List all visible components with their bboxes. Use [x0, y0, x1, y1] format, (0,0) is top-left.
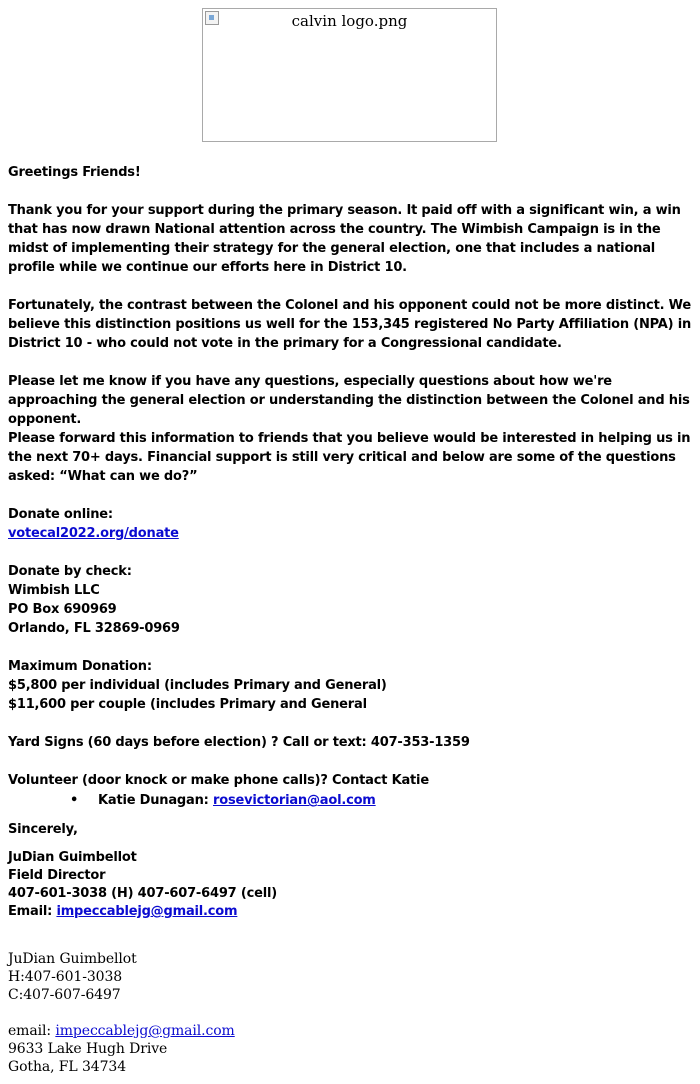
signature-phones: 407-601-3038 (H) 407-607-6497 (cell) — [8, 886, 277, 901]
volunteer-email-link[interactable]: rosevictorian@aol.com — [213, 793, 376, 808]
check-payee: Wimbish LLC — [8, 583, 100, 598]
signature-email-label: Email: — [8, 904, 57, 919]
logo-alt-text: calvin logo.png — [291, 12, 408, 30]
logo-image — [202, 8, 497, 142]
donate-online-heading: Donate online: — [8, 507, 113, 522]
footer-name: JuDian Guimbellot — [8, 951, 137, 967]
paragraph-forward: Please forward this information to friends that you believe would be interested in helping us in the next 70+ days. Financial support is still very critical and below are some of the questions asked: “What can we do?” — [8, 431, 691, 484]
footer-city: Gotha, FL 34734 — [8, 1059, 126, 1075]
donate-link[interactable]: votecal2022.org/donate — [8, 526, 179, 541]
volunteer-heading: Volunteer (door knock or make phone calls)? Contact Katie — [8, 773, 429, 788]
max-donation-section — [8, 657, 696, 714]
paragraph-contrast: Fortunately, the contrast between the Colonel and his opponent could not be more distinct. We believe this distinction positions us well for the 153,345 registered No Party Affiliation (NPA) in District 10 - who could not vote in the primary for a Congressional candidate. — [8, 298, 692, 351]
footer-cell-phone: C:407-607-6497 — [8, 987, 121, 1003]
footer-contact — [8, 950, 696, 1076]
volunteer-contact-label: Katie Dunagan: — [98, 793, 213, 808]
footer-home-phone: H:407-601-3038 — [8, 969, 123, 985]
max-donation-heading: Maximum Donation: — [8, 659, 152, 674]
check-city: Orlando, FL 32869-0969 — [8, 621, 180, 636]
signature-title: Field Director — [8, 868, 106, 883]
donate-check-heading: Donate by check: — [8, 564, 132, 579]
donate-check-section — [8, 562, 696, 638]
bullet-icon: • — [70, 793, 79, 808]
volunteer-contact-item — [70, 791, 376, 810]
paragraph-questions: Please let me know if you have any questions, especially questions about how we're approaching the general election or understanding the distinction between the Colonel and his opponent. — [8, 374, 690, 427]
footer-email-link[interactable]: impeccablejg@gmail.com — [55, 1023, 235, 1039]
closing: Sincerely, — [8, 822, 78, 837]
max-donation-couple: $11,600 per couple (includes Primary and General — [8, 697, 367, 712]
check-po-box: PO Box 690969 — [8, 602, 117, 617]
yard-signs-line: Yard Signs (60 days before election) ? Call or text: 407-353-1359 — [8, 735, 470, 750]
greeting: Greetings Friends! — [8, 165, 141, 180]
donate-online-section — [8, 505, 696, 543]
signature-name: JuDian Guimbellot — [8, 850, 137, 865]
signature-block — [8, 849, 696, 921]
signature-email-link[interactable]: impeccablejg@gmail.com — [56, 904, 238, 919]
paragraph-thank-you: Thank you for your support during the primary season. It paid off with a significant win, a win that has now drawn National attention across the country. The Wimbish Campaign is in the midst of implementing their strategy for the general election, one that includes a national profile while we continue our efforts here in District 10. — [8, 203, 681, 275]
max-donation-individual: $5,800 per individual (includes Primary and General) — [8, 678, 387, 693]
footer-street: 9633 Lake Hugh Drive — [8, 1041, 168, 1057]
footer-email-label: email: — [8, 1023, 56, 1039]
